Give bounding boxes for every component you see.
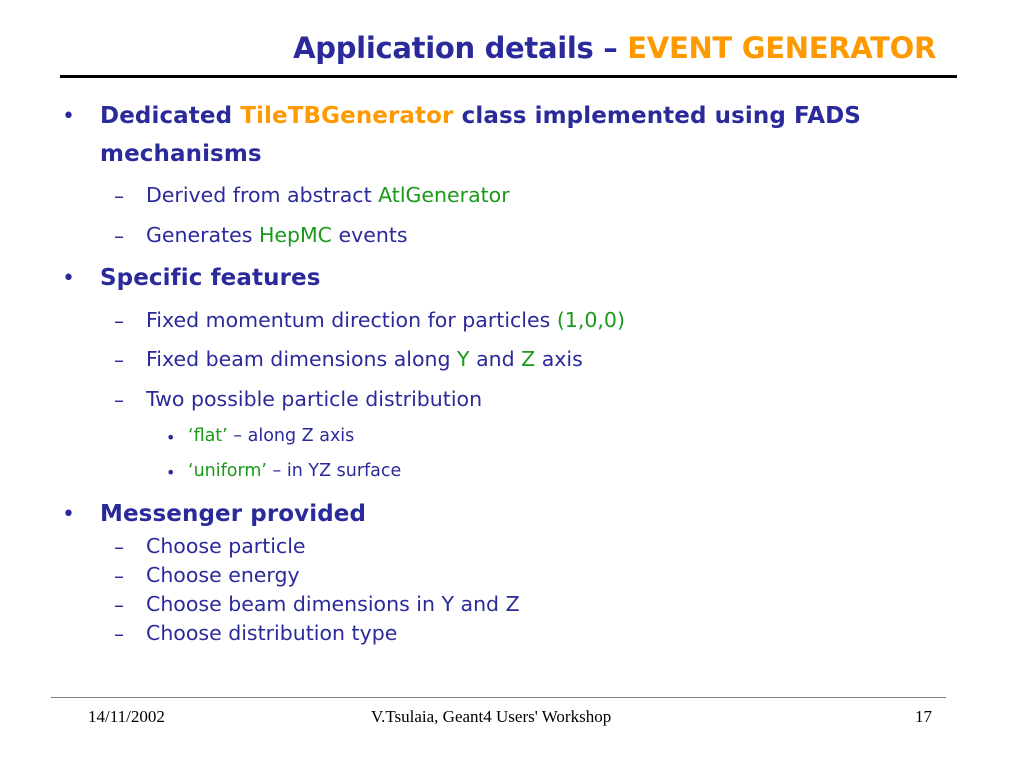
footer-date: 14/11/2002 xyxy=(88,707,165,726)
sub-bullet-marker: – xyxy=(114,535,124,559)
sub-bullet-marker: – xyxy=(114,622,124,646)
term-highlight: (1,0,0) xyxy=(556,308,625,332)
term-highlight: AtlGenerator xyxy=(378,183,510,207)
axis-z-highlight: Z xyxy=(521,347,536,371)
sub-sub-bullet-text: – in YZ surface xyxy=(266,461,402,481)
sub-sub-bullet-uniform xyxy=(188,461,401,481)
sub-bullet-beam-dimensions xyxy=(146,347,583,371)
title-divider xyxy=(60,75,957,78)
bullet-dedicated-class-cont: mechanisms xyxy=(100,141,262,167)
sub-bullet-choose-beam: Choose beam dimensions in Y and Z xyxy=(146,592,520,616)
axis-y-highlight: Y xyxy=(457,347,470,371)
bullet-dedicated-class xyxy=(100,103,861,129)
bullet-marker: • xyxy=(62,104,75,129)
bullet-marker: • xyxy=(62,502,75,527)
sub-bullet-distribution: Two possible particle distribution xyxy=(146,387,483,411)
title-main: Application details – xyxy=(293,31,628,65)
sub-sub-bullet-flat xyxy=(188,426,354,446)
footer-divider xyxy=(51,697,946,698)
term-highlight: ‘flat’ xyxy=(188,426,228,446)
class-name-highlight: TileTBGenerator xyxy=(240,103,454,129)
sub-bullet-text: and xyxy=(469,347,522,371)
sub-bullet-marker: – xyxy=(114,309,124,333)
footer-author: V.Tsulaia, Geant4 Users' Workshop xyxy=(371,707,612,726)
sub-bullet-text: Fixed momentum direction for particles xyxy=(146,308,557,332)
bullet-marker: • xyxy=(62,266,75,291)
sub-bullet-marker: – xyxy=(114,224,124,248)
bullet-text: Dedicated xyxy=(100,103,241,129)
sub-sub-bullet-text: – along Z axis xyxy=(227,426,355,446)
bullet-text: class implemented using FADS xyxy=(453,103,861,129)
sub-sub-bullet-marker: • xyxy=(166,463,176,482)
sub-bullet-choose-distribution: Choose distribution type xyxy=(146,621,398,645)
sub-bullet-text: Derived from abstract xyxy=(146,183,379,207)
sub-bullet-text: Fixed beam dimensions along xyxy=(146,347,458,371)
bullet-messenger: Messenger provided xyxy=(100,501,367,527)
sub-bullet-generates xyxy=(146,223,408,247)
sub-bullet-marker: – xyxy=(114,593,124,617)
sub-bullet-choose-particle: Choose particle xyxy=(146,534,306,558)
sub-bullet-choose-energy: Choose energy xyxy=(146,563,300,587)
title-highlight: EVENT GENERATOR xyxy=(627,31,936,65)
term-highlight: ‘uniform’ xyxy=(188,461,267,481)
sub-bullet-marker: – xyxy=(114,348,124,372)
sub-bullet-marker: – xyxy=(114,564,124,588)
footer-page-number: 17 xyxy=(915,707,932,726)
sub-bullet-marker: – xyxy=(114,388,124,412)
sub-bullet-momentum xyxy=(146,308,625,332)
sub-bullet-text: axis xyxy=(535,347,583,371)
sub-bullet-text: events xyxy=(332,223,408,247)
term-highlight: HepMC xyxy=(258,223,332,247)
sub-bullet-derived xyxy=(146,183,510,207)
sub-bullet-marker: – xyxy=(114,184,124,208)
sub-sub-bullet-marker: • xyxy=(166,428,176,447)
bullet-specific-features: Specific features xyxy=(100,265,321,291)
sub-bullet-text: Generates xyxy=(146,223,259,247)
slide-title xyxy=(293,31,936,65)
